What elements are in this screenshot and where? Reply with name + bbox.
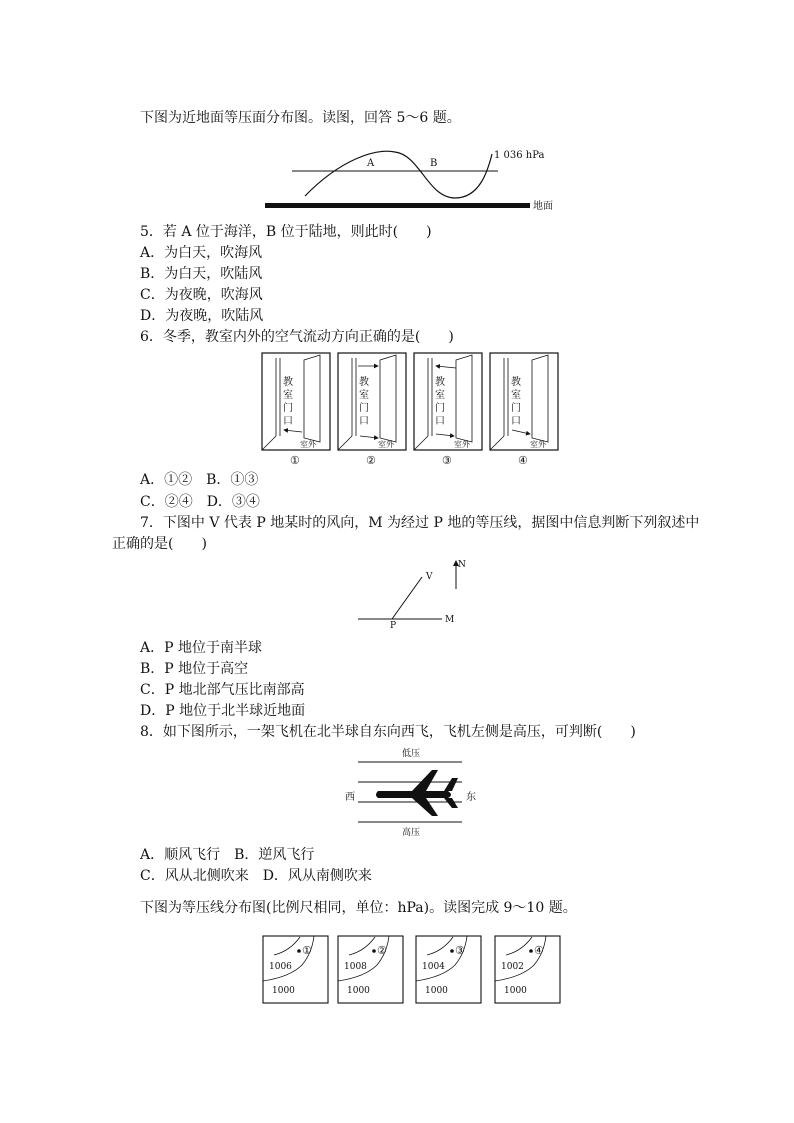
svg-text:室: 室 bbox=[283, 390, 293, 401]
isobaric-curve bbox=[305, 151, 492, 198]
svg-text:室外: 室外 bbox=[300, 440, 316, 449]
q8-options-cd: C．风从北侧吹来 D．风从南侧吹来 bbox=[140, 868, 372, 884]
q7-option-c: C．P 地北部气压比南部高 bbox=[140, 682, 305, 698]
svg-text:门: 门 bbox=[283, 403, 293, 414]
svg-text:N: N bbox=[458, 560, 466, 570]
svg-text:低压: 低压 bbox=[402, 749, 421, 759]
svg-text:室: 室 bbox=[359, 390, 369, 401]
svg-text:④: ④ bbox=[518, 454, 528, 467]
svg-text:③: ③ bbox=[442, 454, 452, 467]
svg-text:教: 教 bbox=[359, 377, 369, 388]
q7-option-a: A．P 地位于南半球 bbox=[140, 640, 262, 656]
q7-stem-line2: 正确的是( ) bbox=[112, 536, 207, 552]
door-panel-1 bbox=[262, 353, 330, 467]
svg-text:口: 口 bbox=[359, 416, 369, 427]
isobar-panel-2 bbox=[338, 936, 403, 1003]
q8-options-ab: A．顺风飞行 B．逆风飞行 bbox=[140, 847, 315, 863]
svg-text:②: ② bbox=[366, 454, 376, 467]
classroom-door-figure bbox=[258, 350, 564, 468]
q6-options-ab: A．①② B．①③ bbox=[140, 472, 259, 488]
svg-text:1006: 1006 bbox=[269, 962, 292, 972]
q6-options-cd: C．②④ D．③④ bbox=[140, 494, 260, 510]
q6-stem: 6．冬季，教室内外的空气流动方向正确的是( ) bbox=[140, 329, 454, 345]
pressure-label: 1 036 hPa bbox=[494, 150, 545, 161]
svg-text:1000: 1000 bbox=[425, 986, 448, 996]
svg-text:高压: 高压 bbox=[402, 828, 421, 838]
ground-label: 地面 bbox=[533, 201, 553, 212]
svg-text:P: P bbox=[390, 621, 397, 630]
svg-text:西: 西 bbox=[345, 792, 355, 803]
q7-stem-line1: 7．下图中 V 代表 P 地某时的风向，M 为经过 P 地的等压线，据图中信息判断下列叙述中 bbox=[140, 515, 700, 531]
wind-vector-v bbox=[392, 577, 422, 619]
svg-text:门: 门 bbox=[511, 403, 521, 414]
q8-stem: 8．如下图所示，一架飞机在北半球自东向西飞，飞机左侧是高压，可判断( ) bbox=[140, 724, 636, 740]
q5-option-b: B．为白天，吹陆风 bbox=[140, 266, 263, 282]
intro-q5-6: 下图为近地面等压面分布图。读图，回答 5～6 题。 bbox=[140, 110, 461, 126]
isobar-panel-3 bbox=[416, 936, 481, 1003]
label-b: B bbox=[430, 158, 438, 169]
svg-text:室外: 室外 bbox=[530, 440, 546, 449]
airplane-icon bbox=[376, 770, 458, 816]
svg-text:室: 室 bbox=[511, 390, 521, 401]
door-panel-4 bbox=[490, 353, 558, 467]
isobaric-surface-figure bbox=[260, 140, 570, 215]
svg-text:教: 教 bbox=[435, 377, 445, 388]
svg-text:教: 教 bbox=[511, 377, 521, 388]
q5-stem: 5．若 A 位于海洋，B 位于陆地，则此时( ) bbox=[140, 224, 432, 240]
isobar-panels-figure bbox=[260, 933, 564, 1007]
door-panel-2 bbox=[338, 353, 406, 467]
svg-text:室外: 室外 bbox=[378, 440, 394, 449]
q7-option-d: D．P 地位于北半球近地面 bbox=[140, 703, 306, 719]
airplane-isobar-figure bbox=[340, 744, 480, 840]
q5-option-d: D．为夜晚，吹陆风 bbox=[140, 308, 264, 324]
svg-text:1008: 1008 bbox=[344, 962, 367, 972]
svg-text:V: V bbox=[426, 572, 433, 582]
intro-q9-10: 下图为等压线分布图(比例尺相同，单位：hPa)。读图完成 9～10 题。 bbox=[140, 900, 577, 916]
svg-text:③: ③ bbox=[455, 944, 465, 957]
svg-text:口: 口 bbox=[435, 416, 445, 427]
svg-text:1000: 1000 bbox=[504, 986, 527, 996]
svg-text:④: ④ bbox=[534, 944, 544, 957]
svg-text:1004: 1004 bbox=[422, 962, 445, 972]
svg-text:①: ① bbox=[290, 454, 300, 467]
svg-text:室外: 室外 bbox=[454, 440, 470, 449]
q5-option-c: C．为夜晚，吹海风 bbox=[140, 287, 263, 303]
ground-bar bbox=[265, 203, 530, 208]
svg-text:门: 门 bbox=[435, 403, 445, 414]
svg-text:②: ② bbox=[377, 944, 387, 957]
svg-text:口: 口 bbox=[511, 416, 521, 427]
svg-text:教: 教 bbox=[283, 377, 293, 388]
door-panel-3 bbox=[414, 353, 482, 467]
svg-text:1000: 1000 bbox=[347, 986, 370, 996]
svg-text:1000: 1000 bbox=[272, 986, 295, 996]
svg-text:室: 室 bbox=[435, 390, 445, 401]
svg-text:①: ① bbox=[302, 944, 312, 957]
label-a: A bbox=[367, 158, 375, 169]
isobar-panel-4 bbox=[495, 936, 560, 1003]
wind-direction-figure bbox=[350, 555, 470, 630]
svg-text:东: 东 bbox=[466, 792, 476, 803]
svg-text:口: 口 bbox=[283, 416, 293, 427]
svg-text:门: 门 bbox=[359, 403, 369, 414]
isobar-panel-1 bbox=[263, 936, 328, 1003]
svg-text:M: M bbox=[445, 615, 455, 625]
svg-text:1002: 1002 bbox=[501, 962, 524, 972]
q7-option-b: B．P 地位于高空 bbox=[140, 661, 249, 677]
q5-option-a: A．为白天，吹海风 bbox=[140, 245, 263, 261]
